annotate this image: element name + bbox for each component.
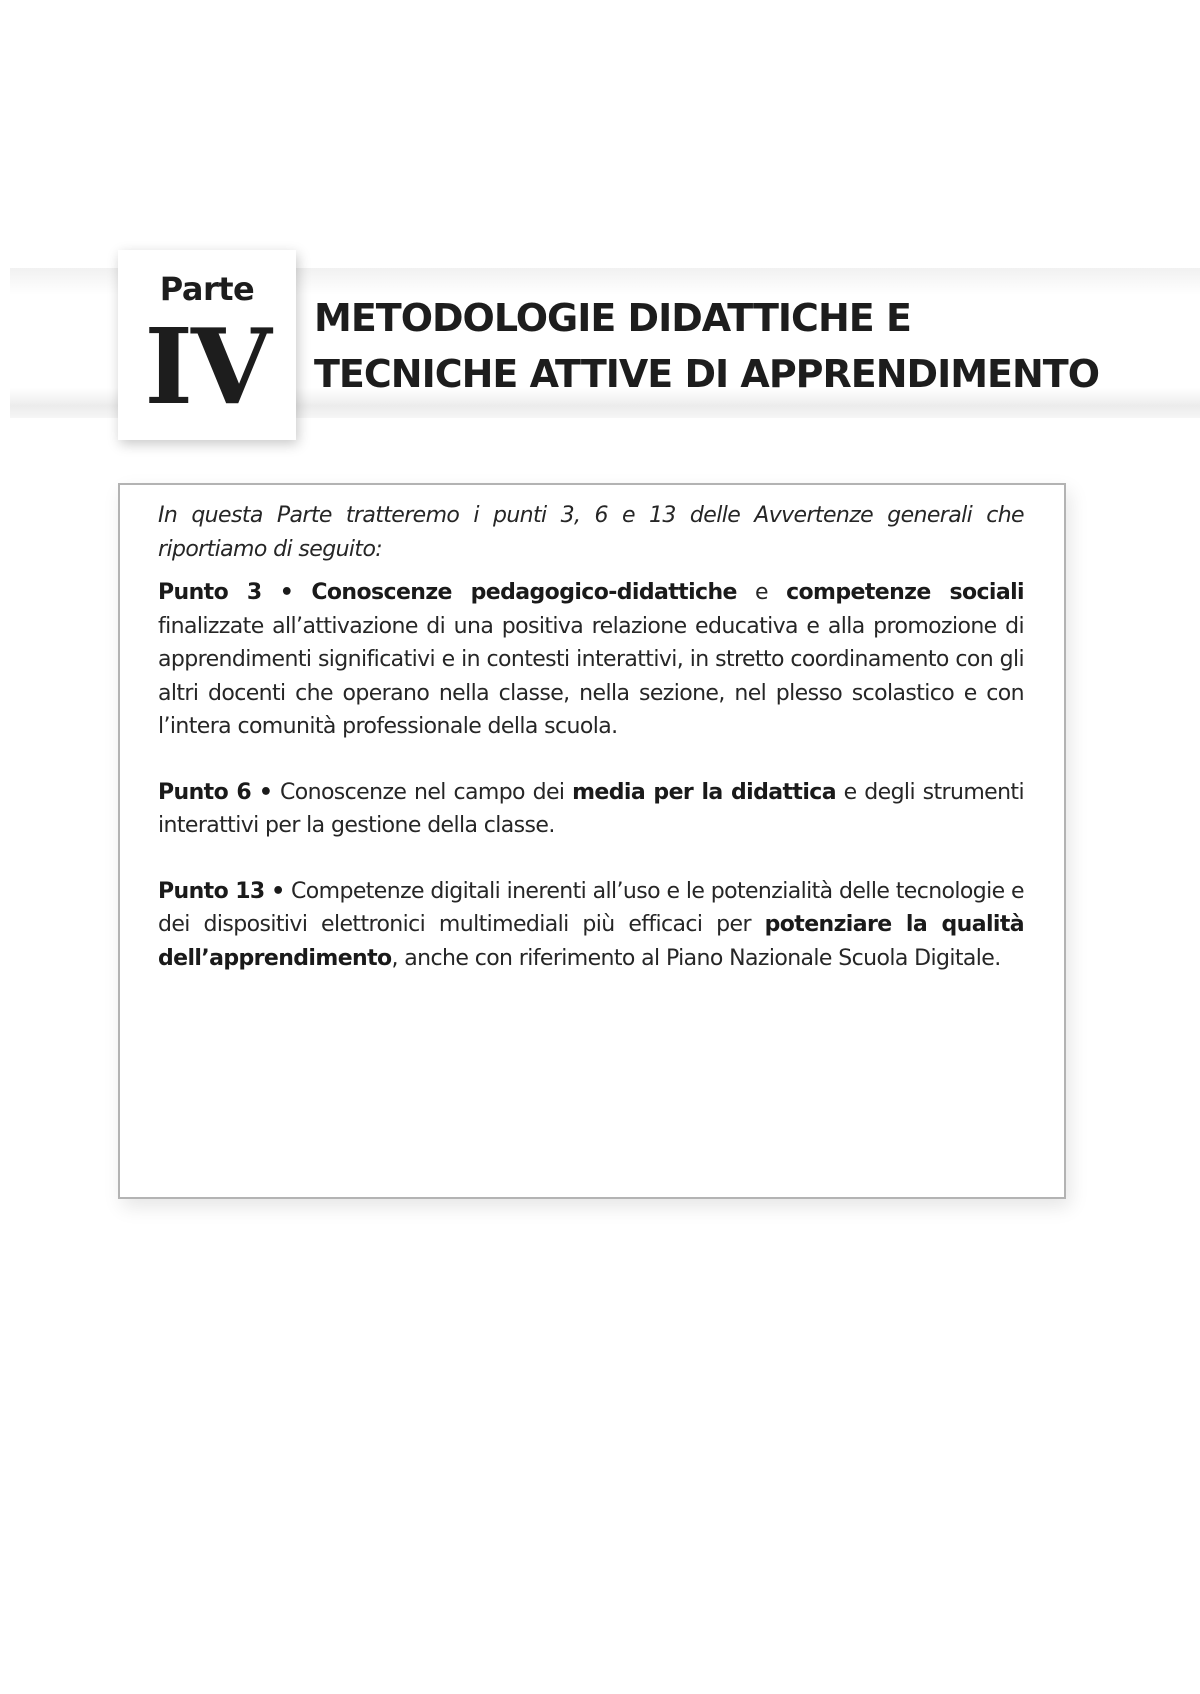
point-3	[158, 576, 1024, 744]
part-title-line-2: TECNICHE ATTIVE DI APPRENDIMENTO	[314, 352, 1100, 396]
bullet: •	[279, 580, 294, 605]
bullet: •	[271, 878, 285, 904]
point-label: Punto 13	[158, 878, 265, 904]
summary-box	[118, 483, 1066, 1199]
point-label: Punto 3	[158, 580, 262, 605]
bullet: •	[258, 779, 273, 805]
summary-intro: In questa Parte tratteremo i punti 3, 6 e 13 delle Avvertenze generali che riportiamo di seguito:	[158, 503, 1024, 562]
point-text: , anche con riferimento al Piano Nazionale Scuola Digitale.	[391, 945, 1001, 971]
part-title	[314, 290, 1194, 402]
summary-content	[158, 499, 1024, 1007]
part-title-line-1: METODOLOGIE DIDATTICHE E	[314, 296, 911, 340]
point-text-bold: competenze sociali	[786, 580, 1024, 605]
point-text: Conoscenze nel campo dei	[279, 779, 573, 805]
part-badge	[118, 250, 296, 440]
point-13	[158, 875, 1024, 976]
part-number: IV	[144, 305, 270, 428]
point-text-bold: potenziare la qualità dell’apprendimento	[158, 912, 1025, 971]
point-text: finalizzate all’attivazione di una positiva relazione educativa e alla promozione di apprendimenti significativi e in contesti interattivi, in stretto coordinamento con gli altri docenti che operano nella classe, nella sezione, nel plesso scolastico e con l’intera comunità professionale della scuola.	[158, 613, 1024, 739]
point-text: e degli strumenti interattivi per la gestione della classe.	[158, 779, 1024, 838]
point-text: Competenze digitali inerenti all’uso e le potenzialità delle tecnologie e dei dispositivi elettronici multimediali più efficaci per	[158, 878, 1024, 937]
point-text: e	[736, 580, 787, 605]
part-label: Parte	[159, 270, 255, 308]
point-text-bold: Conoscenze pedagogico-didattiche	[311, 580, 737, 605]
point-6	[158, 776, 1024, 843]
point-label: Punto 6	[158, 779, 252, 805]
point-text-bold: media per la didattica	[572, 779, 836, 805]
